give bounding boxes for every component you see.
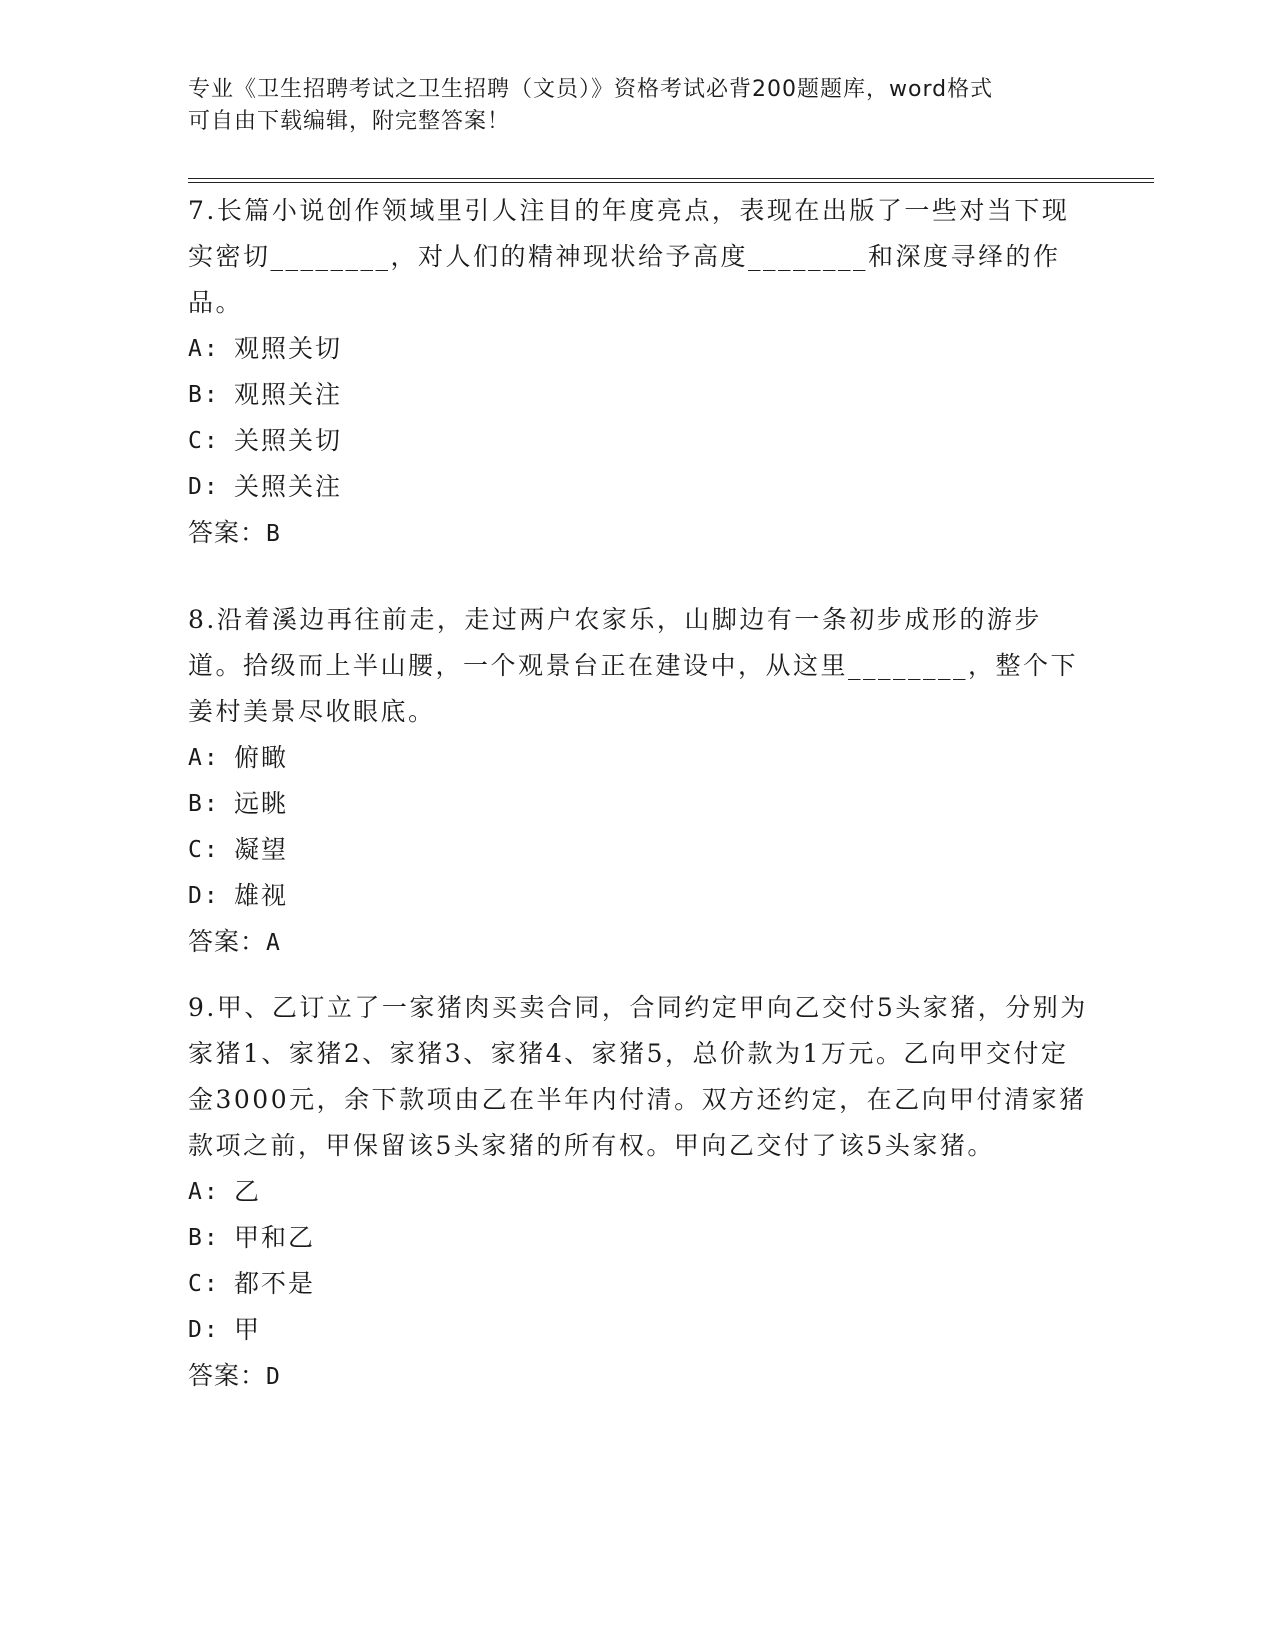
option-key: C: [188, 837, 220, 863]
option-d [188, 1307, 1088, 1353]
option-key: D: [188, 474, 220, 500]
question-8 [188, 597, 1088, 966]
option-a [188, 326, 1088, 372]
question-stem: 7.长篇小说创作领域里引人注目的年度亮点，表现在出版了一些对当下现实密切________，对人们的精神现状给予高度________和深度寻绎的作品。 [188, 196, 1070, 317]
header-line-2: 可自由下载编辑，附完整答案！ [188, 109, 511, 134]
header-divider-bottom [188, 182, 1154, 183]
question-9 [188, 985, 1088, 1400]
option-text: 凝望 [234, 835, 289, 864]
option-key: B: [188, 382, 220, 408]
answer-label: 答案： [188, 518, 267, 547]
option-b [188, 372, 1088, 418]
option-text: 都不是 [234, 1269, 316, 1298]
option-c [188, 1261, 1088, 1307]
option-key: C: [188, 1271, 220, 1297]
option-key: D: [188, 883, 220, 909]
answer-value: D [266, 1364, 281, 1390]
option-text: 关照关注 [234, 472, 343, 501]
option-b [188, 781, 1088, 827]
header-divider-top [188, 178, 1154, 179]
answer-label: 答案： [188, 1361, 267, 1390]
option-text: 俯瞰 [234, 743, 289, 772]
question-7 [188, 188, 1088, 557]
option-text: 乙 [234, 1177, 262, 1206]
option-b [188, 1215, 1088, 1261]
option-text: 关照关切 [234, 426, 343, 455]
option-key: A: [188, 336, 220, 362]
option-text: 观照关注 [234, 380, 343, 409]
option-text: 甲 [234, 1315, 262, 1344]
answer-line [188, 1353, 1088, 1400]
answer-value: B [266, 521, 281, 547]
question-stem: 9.甲、乙订立了一家猪肉买卖合同，合同约定甲向乙交付5头家猪，分别为家猪1、家猪2、家猪3、家猪4、家猪5，总价款为1万元。乙向甲交付定金3000元，余下款项由乙在半年内付清。双方还约定，在乙向甲付清家猪款项之前，甲保留该5头家猪的所有权。甲向乙交付了该5头家猪。 [188, 993, 1088, 1160]
question-stem: 8.沿着溪边再往前走，走过两户农家乐，山脚边有一条初步成形的游步道。拾级而上半山腰，一个观景台正在建设中，从这里________，整个下姜村美景尽收眼底。 [188, 605, 1079, 726]
option-c [188, 418, 1088, 464]
document-header [188, 74, 1088, 138]
answer-line [188, 919, 1088, 966]
answer-line [188, 510, 1088, 557]
option-a [188, 735, 1088, 781]
option-d [188, 873, 1088, 919]
option-key: C: [188, 428, 220, 454]
answer-value: A [266, 930, 281, 956]
option-text: 甲和乙 [234, 1223, 316, 1252]
option-key: A: [188, 1179, 220, 1205]
header-line-1: 专业《卫生招聘考试之卫生招聘（文员）》资格考试必背200题题库，word格式 [188, 77, 994, 102]
option-text: 远眺 [234, 789, 289, 818]
option-a [188, 1169, 1088, 1215]
option-text: 观照关切 [234, 334, 343, 363]
option-key: B: [188, 791, 220, 817]
option-d [188, 464, 1088, 510]
option-key: D: [188, 1317, 220, 1343]
answer-label: 答案： [188, 927, 267, 956]
option-key: B: [188, 1225, 220, 1251]
option-key: A: [188, 745, 220, 771]
option-text: 雄视 [234, 881, 289, 910]
option-c [188, 827, 1088, 873]
